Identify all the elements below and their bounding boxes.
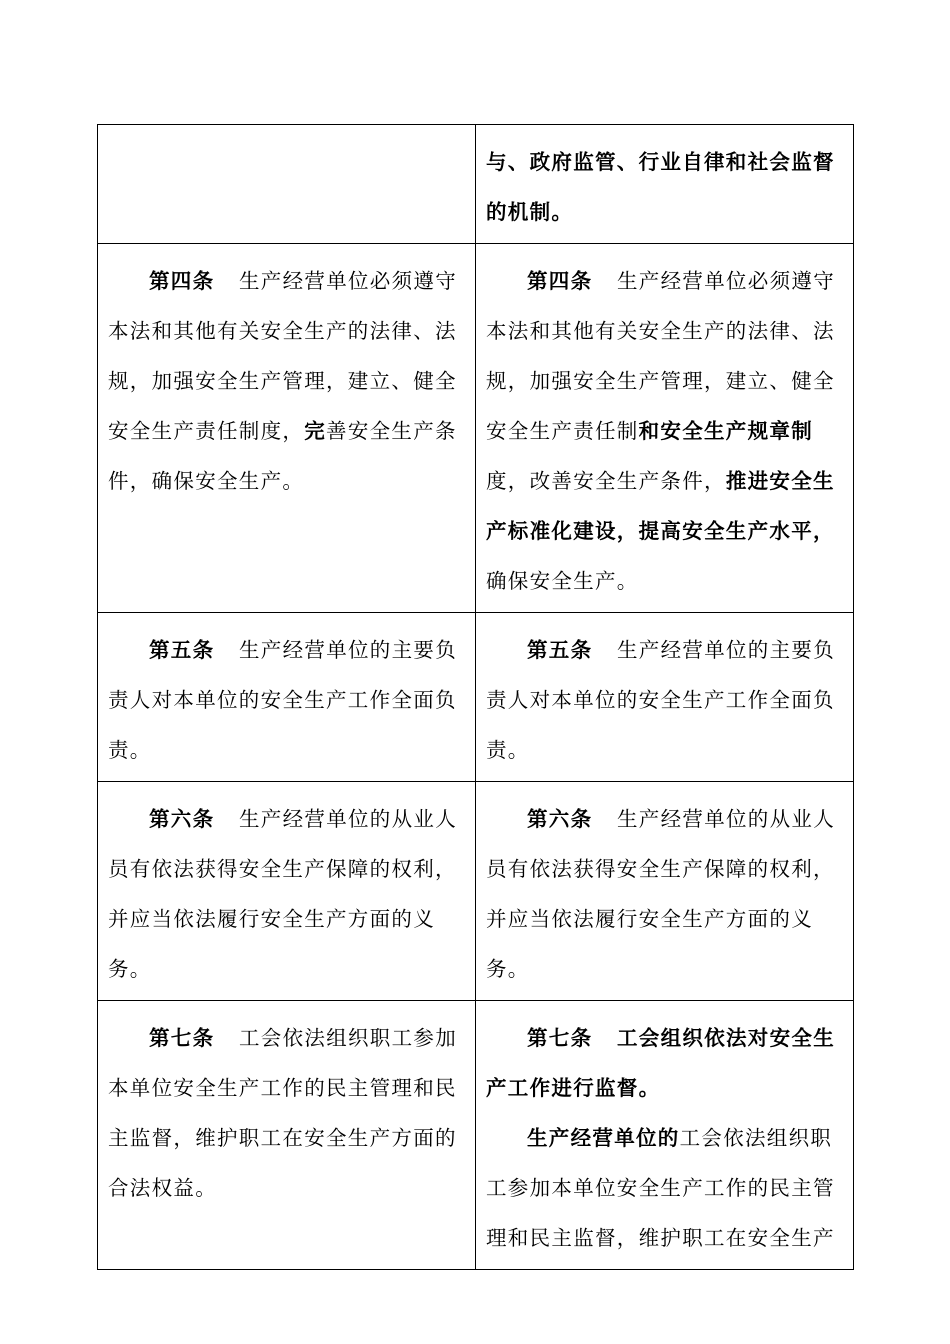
comparison-table — [97, 124, 854, 1270]
text-run: 工会依法组织职工参加本单位安全生产工作的民主管理和民主监督，维护职工在安全生产方面的合法权益。 — [108, 1026, 457, 1200]
article-paragraph — [108, 794, 466, 994]
bold-text-run: 推进安全生产标准化建设，提高安全生产水平， — [486, 469, 835, 543]
text-run: 善安全生产条件，确保安全生产。 — [108, 419, 457, 493]
text-run: 工会依法组织职工参加本单位安全生产工作的民主管理和民主监督，维护职工在安全生产 — [486, 1126, 835, 1250]
article-paragraph — [486, 794, 844, 994]
table-row — [98, 1001, 854, 1270]
old-text-cell — [98, 125, 476, 244]
text-run: 生产经营单位必须遵守本法和其他有关安全生产的法律、法规，加强安全生产管理，建立、健全安全生产责任制度， — [108, 269, 457, 443]
table-row — [98, 613, 854, 782]
bold-text-run: 第四条 — [527, 269, 593, 293]
text-run: 确保安全生产。 — [486, 569, 639, 593]
text-run: 生产经营单位必须遵守本法和其他有关安全生产的法律、法规，加强安全生产管理，建立、健全安全生产责任制 — [486, 269, 835, 443]
old-text-cell — [98, 244, 476, 613]
bold-text-run: 第五条 — [527, 638, 593, 662]
new-text-cell — [476, 782, 854, 1001]
bold-text-run: 第六条 — [527, 807, 593, 831]
table-row — [98, 125, 854, 244]
bold-text-run: 和安全生产规章制 — [638, 419, 814, 443]
table-row — [98, 244, 854, 613]
bold-text-run: 第六条 — [149, 807, 215, 831]
text-run: 生产经营单位的从业人员有依法获得安全生产保障的权利，并应当依法履行安全生产方面的义务。 — [108, 807, 457, 981]
bold-text-run: 第四条 — [149, 269, 215, 293]
bold-text-run: 第七条 — [527, 1026, 593, 1050]
article-paragraph — [486, 1013, 844, 1113]
article-paragraph — [108, 256, 466, 506]
old-text-cell — [98, 782, 476, 1001]
bold-text-run: 第五条 — [149, 638, 215, 662]
old-text-cell — [98, 1001, 476, 1270]
article-paragraph — [108, 625, 466, 775]
new-text-cell — [476, 244, 854, 613]
table-row — [98, 782, 854, 1001]
new-text-cell — [476, 125, 854, 244]
text-run: 生产经营单位的主要负责人对本单位的安全生产工作全面负责。 — [486, 638, 835, 762]
text-run: 生产经营单位的主要负责人对本单位的安全生产工作全面负责。 — [108, 638, 457, 762]
text-run: 生产经营单位的从业人员有依法获得安全生产保障的权利，并应当依法履行安全生产方面的义务。 — [486, 807, 835, 981]
article-paragraph — [486, 137, 844, 237]
bold-text-run: 与、政府监管、行业自律和社会监督的机制。 — [486, 150, 835, 224]
text-run: 度，改善安全生产条件， — [486, 469, 726, 493]
article-paragraph — [486, 256, 844, 606]
new-text-cell — [476, 613, 854, 782]
bold-text-run: 第七条 — [149, 1026, 215, 1050]
article-paragraph — [486, 625, 844, 775]
bold-text-run: 完 — [304, 419, 327, 443]
bold-text-run: 生产经营单位的 — [527, 1126, 680, 1150]
article-paragraph — [486, 1113, 844, 1263]
article-paragraph — [108, 1013, 466, 1213]
bold-text-run: 工会组织依法对安全生产工作进行监督。 — [486, 1026, 835, 1100]
comparison-table-body — [98, 125, 854, 1270]
new-text-cell — [476, 1001, 854, 1270]
old-text-cell — [98, 613, 476, 782]
